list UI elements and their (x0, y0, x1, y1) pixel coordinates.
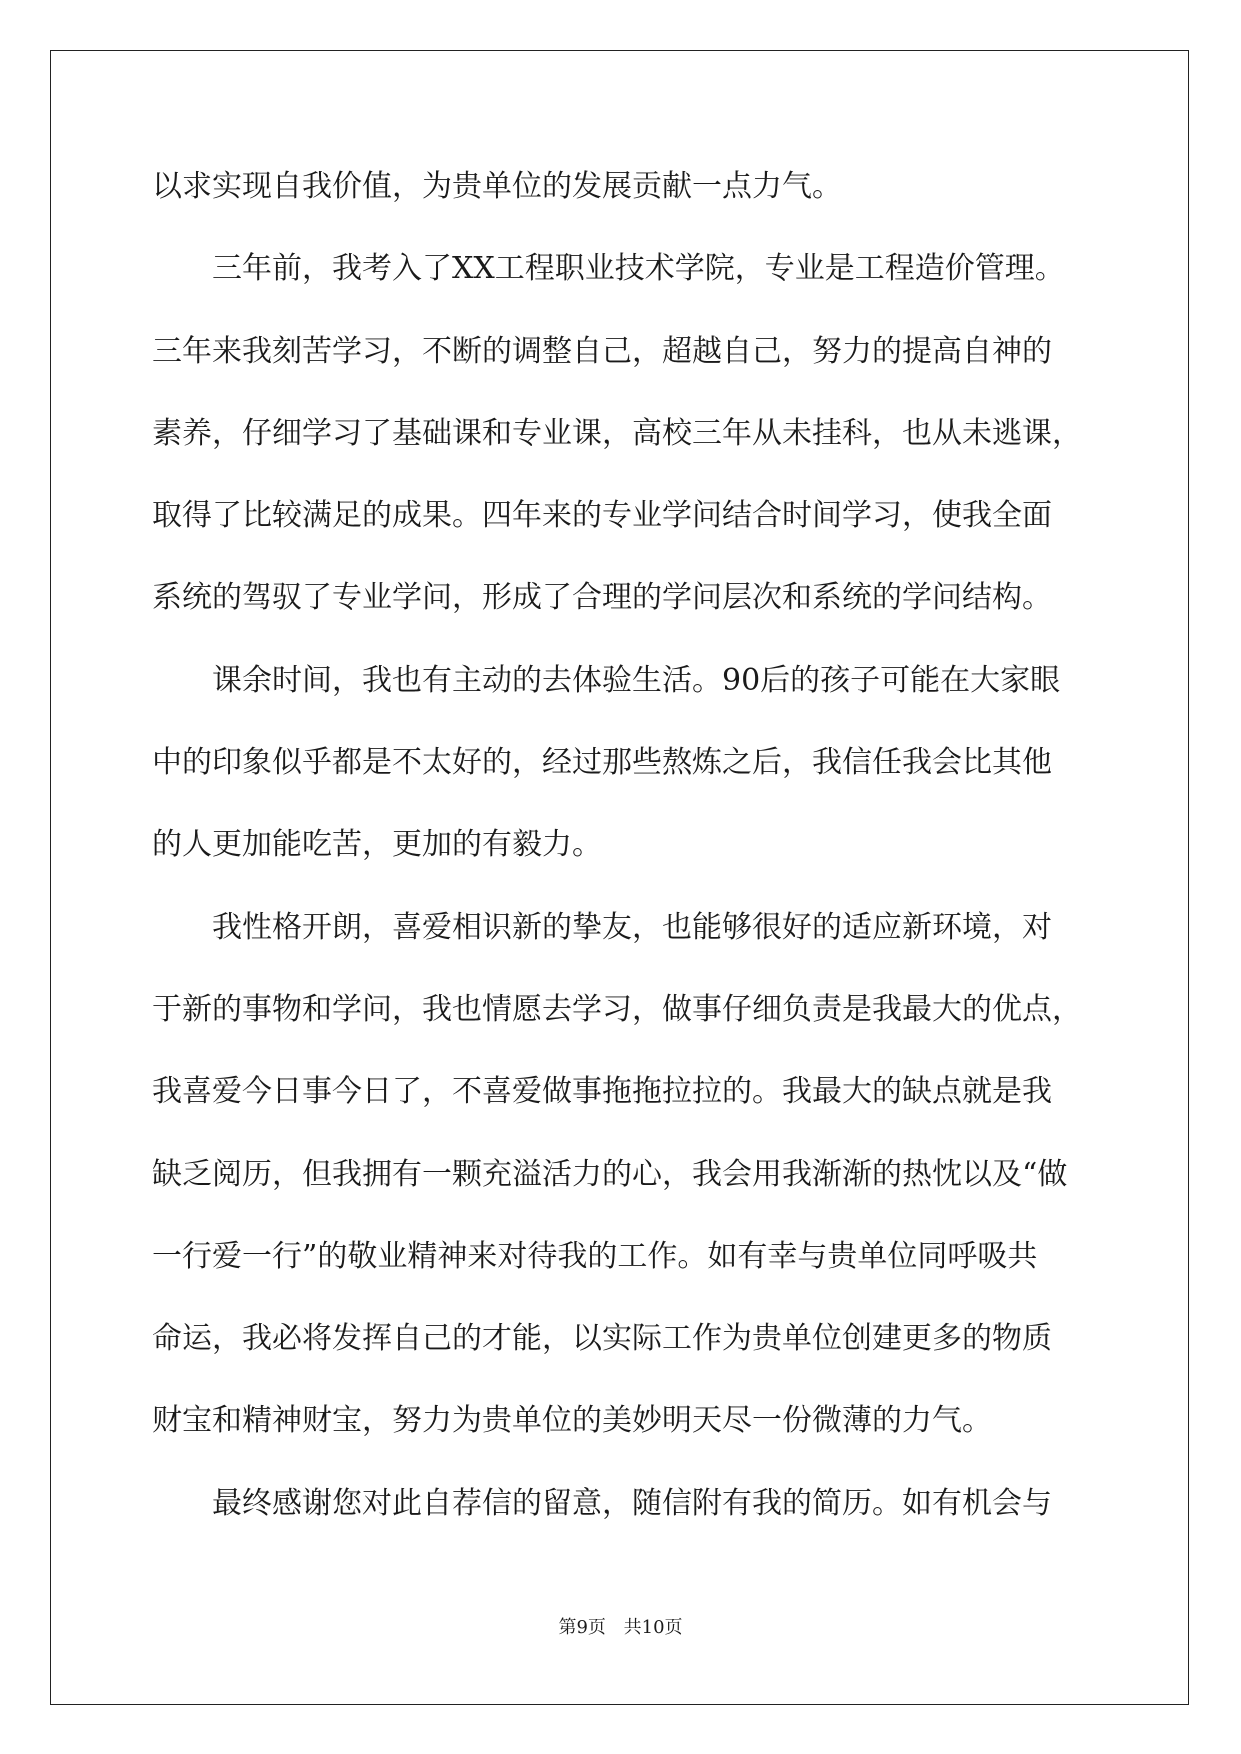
text-line-1: 以求实现自我价值，为贵单位的发展贡献一点力气。 (152, 169, 842, 204)
text-line-16: 财宝和精神财宝，努力为贵单位的美妙明天尽一份微薄的力气。 (152, 1403, 992, 1439)
text-line-9: 的人更加能吃苦，更加的有毅力。 (152, 827, 602, 863)
text-line-8: 中的印象似乎都是不太好的，经过那些熬炼之后，我信任我会比其他 (152, 745, 1052, 781)
text-line-15: 命运，我必将发挥自己的才能，以实际工作为贵单位创建更多的物质 (152, 1321, 1052, 1357)
text-line-2: 三年前，我考入了XX工程职业技术学院，专业是工程造价管理。 (152, 251, 1065, 287)
current-page-label: 第9页 (558, 1617, 606, 1638)
text-line-10: 我性格开朗，喜爱相识新的挚友，也能够很好的适应新环境，对 (152, 909, 1052, 945)
text-line-12: 我喜爱今日事今日了，不喜爱做事拖拖拉拉的。我最大的缺点就是我 (152, 1074, 1052, 1110)
text-line-7: 课余时间，我也有主动的去体验生活。90后的孩子可能在大家眼 (152, 662, 1061, 698)
document-body (152, 160, 1092, 1559)
text-line-3: 三年来我刻苦学习，不断的调整自己，超越自己，努力的提高自神的 (152, 333, 1052, 369)
text-line-6: 系统的驾驭了专业学问，形成了合理的学问层次和系统的学问结构。 (152, 580, 1052, 616)
text-line-17: 最终感谢您对此自荐信的留意，随信附有我的简历。如有机会与 (152, 1485, 1052, 1521)
total-pages-label: 共10页 (623, 1617, 683, 1638)
text-line-4: 素养，仔细学习了基础课和专业课，高校三年从未挂科，也从未逃课， (152, 415, 1082, 451)
text-line-13: 缺乏阅历，但我拥有一颗充溢活力的心，我会用我渐渐的热忱以及“做 (152, 1156, 1068, 1192)
text-line-11: 于新的事物和学问，我也情愿去学习，做事仔细负责是我最大的优点， (152, 991, 1082, 1027)
text-line-5: 取得了比较满足的成果。四年来的专业学问结合时间学习，使我全面 (152, 498, 1052, 534)
text-line-14: 一行爱一行”的敬业精神来对待我的工作。如有幸与贵单位同呼吸共 (152, 1238, 1038, 1274)
page-footer (0, 1613, 1241, 1639)
